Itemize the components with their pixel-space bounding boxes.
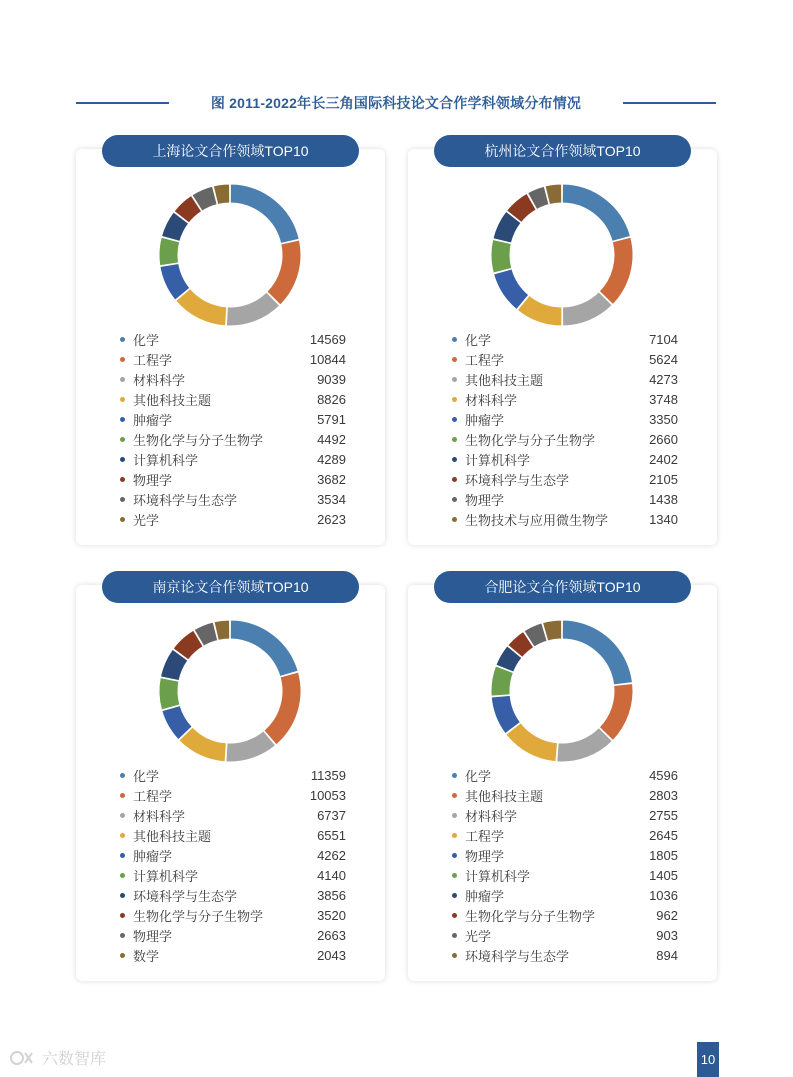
legend-swatch-icon [452, 497, 457, 502]
legend-value: 4289 [317, 451, 346, 467]
legend-swatch-icon [452, 437, 457, 442]
chart-panel-hefei [408, 579, 717, 981]
legend-item [116, 905, 346, 925]
legend-value: 3748 [649, 391, 678, 407]
legend-item [448, 409, 678, 429]
legend-value: 5791 [317, 411, 346, 427]
donut-chart [486, 179, 638, 331]
legend-item [116, 409, 346, 429]
legend-item [116, 765, 346, 785]
legend-value: 2623 [317, 511, 346, 527]
legend-swatch-icon [120, 833, 125, 838]
legend-swatch-icon [120, 517, 125, 522]
legend-label: 其他科技主题 [133, 828, 212, 844]
legend-swatch-icon [452, 933, 457, 938]
legend-swatch-icon [120, 853, 125, 858]
legend-item [448, 389, 678, 409]
legend-value: 2645 [649, 827, 678, 843]
legend-item [448, 885, 678, 905]
legend-value: 4596 [649, 767, 678, 783]
legend-item [448, 825, 678, 845]
chart-title: 上海论文合作领域TOP10 [102, 135, 359, 167]
chart-legend [116, 765, 346, 965]
legend-item [116, 845, 346, 865]
legend-item [116, 389, 346, 409]
title-rule-right [623, 102, 716, 104]
legend-label: 数学 [133, 948, 160, 964]
legend-item [448, 765, 678, 785]
title-rule-left [76, 102, 169, 104]
legend-swatch-icon [120, 357, 125, 362]
legend-swatch-icon [452, 397, 457, 402]
legend-item [448, 329, 678, 349]
legend-label: 计算机科学 [133, 452, 199, 468]
page-title-bar [76, 88, 716, 118]
legend-item [116, 865, 346, 885]
legend-item [116, 509, 346, 529]
legend-item [448, 509, 678, 529]
legend-swatch-icon [452, 377, 457, 382]
legend-item [116, 449, 346, 469]
chart-legend [448, 765, 678, 965]
watermark [10, 1046, 106, 1069]
legend-item [116, 349, 346, 369]
legend-label: 计算机科学 [465, 452, 531, 468]
legend-item [448, 369, 678, 389]
donut-slice [506, 723, 558, 762]
legend-value: 6737 [317, 807, 346, 823]
legend-item [116, 805, 346, 825]
legend-item [116, 489, 346, 509]
chart-panel-nanjing [76, 579, 385, 981]
chart-title: 合肥论文合作领域TOP10 [434, 571, 691, 603]
legend-swatch-icon [452, 477, 457, 482]
chart-title: 南京论文合作领域TOP10 [102, 571, 359, 603]
donut-slice [267, 240, 301, 305]
donut-slice [562, 620, 632, 685]
legend-label: 工程学 [133, 352, 173, 368]
legend-item [448, 449, 678, 469]
legend-swatch-icon [120, 913, 125, 918]
donut-slice [264, 672, 301, 745]
legend-label: 其他科技主题 [133, 392, 212, 408]
legend-swatch-icon [120, 477, 125, 482]
legend-value: 2402 [649, 451, 678, 467]
legend-label: 环境科学与生态学 [133, 492, 238, 508]
legend-value: 1036 [649, 887, 678, 903]
donut-slice [491, 239, 512, 273]
legend-label: 肿瘤学 [133, 412, 173, 428]
legend-swatch-icon [120, 793, 125, 798]
donut-slice [230, 620, 298, 676]
page-title: 图 2011-2022年长三角国际科技论文合作学科领域分布情况 [210, 95, 582, 111]
legend-label: 其他科技主题 [465, 788, 544, 804]
legend-swatch-icon [452, 833, 457, 838]
legend-swatch-icon [452, 457, 457, 462]
legend-label: 化学 [133, 768, 160, 784]
legend-value: 3856 [317, 887, 346, 903]
legend-swatch-icon [452, 417, 457, 422]
legend-swatch-icon [452, 813, 457, 818]
legend-item [116, 369, 346, 389]
donut-slice [176, 289, 227, 326]
legend-swatch-icon [452, 873, 457, 878]
legend-swatch-icon [120, 377, 125, 382]
legend-swatch-icon [120, 497, 125, 502]
legend-value: 1340 [649, 511, 678, 527]
legend-swatch-icon [452, 953, 457, 958]
legend-value: 3534 [317, 491, 346, 507]
donut-chart [486, 615, 638, 767]
donut-slice [230, 184, 299, 243]
legend-value: 903 [656, 927, 678, 943]
legend-value: 4140 [317, 867, 346, 883]
legend-item [116, 825, 346, 845]
chart-panel-shanghai [76, 143, 385, 545]
donut-chart [154, 179, 306, 331]
legend-swatch-icon [452, 893, 457, 898]
legend-value: 9039 [317, 371, 346, 387]
legend-item [116, 945, 346, 965]
legend-value: 1438 [649, 491, 678, 507]
legend-swatch-icon [120, 953, 125, 958]
legend-swatch-icon [452, 357, 457, 362]
legend-label: 物理学 [465, 848, 505, 864]
legend-value: 1405 [649, 867, 678, 883]
legend-swatch-icon [452, 853, 457, 858]
legend-swatch-icon [452, 793, 457, 798]
legend-label: 生物化学与分子生物学 [133, 432, 264, 448]
legend-value: 3350 [649, 411, 678, 427]
legend-value: 5624 [649, 351, 678, 367]
legend-item [116, 469, 346, 489]
legend-label: 化学 [465, 332, 492, 348]
donut-slice [599, 683, 633, 740]
legend-item [116, 925, 346, 945]
legend-value: 3682 [317, 471, 346, 487]
legend-swatch-icon [120, 457, 125, 462]
watermark-logo-icon [10, 1049, 38, 1067]
chart-title: 杭州论文合作领域TOP10 [434, 135, 691, 167]
legend-label: 工程学 [133, 788, 173, 804]
legend-label: 材料科学 [465, 808, 518, 824]
legend-label: 环境科学与生态学 [465, 948, 570, 964]
legend-swatch-icon [452, 337, 457, 342]
legend-value: 14569 [309, 331, 346, 347]
donut-slice [159, 237, 180, 266]
legend-value: 4262 [317, 847, 346, 863]
legend-value: 11359 [310, 767, 346, 783]
legend-item [116, 429, 346, 449]
legend-label: 工程学 [465, 352, 505, 368]
legend-swatch-icon [452, 913, 457, 918]
donut-chart [154, 615, 306, 767]
page-number: 10 [697, 1042, 719, 1077]
donut-slice [226, 292, 279, 326]
legend-label: 生物化学与分子生物学 [133, 908, 264, 924]
legend-value: 4273 [649, 371, 678, 387]
legend-item [448, 489, 678, 509]
legend-item [448, 349, 678, 369]
legend-label: 物理学 [133, 472, 173, 488]
legend-label: 环境科学与生态学 [465, 472, 570, 488]
legend-label: 生物化学与分子生物学 [465, 432, 596, 448]
legend-item [448, 785, 678, 805]
legend-swatch-icon [120, 873, 125, 878]
legend-label: 生物化学与分子生物学 [465, 908, 596, 924]
legend-item [448, 905, 678, 925]
legend-value: 2803 [649, 787, 678, 803]
legend-value: 894 [656, 947, 678, 963]
legend-value: 2663 [317, 927, 346, 943]
legend-item [448, 469, 678, 489]
legend-item [448, 865, 678, 885]
chart-legend [448, 329, 678, 529]
legend-value: 2660 [649, 431, 678, 447]
legend-label: 光学 [133, 512, 160, 528]
legend-item [116, 885, 346, 905]
legend-swatch-icon [120, 397, 125, 402]
donut-slice [562, 184, 630, 241]
legend-swatch-icon [120, 893, 125, 898]
legend-label: 光学 [465, 928, 492, 944]
legend-item [448, 945, 678, 965]
legend-swatch-icon [120, 337, 125, 342]
legend-label: 计算机科学 [465, 868, 531, 884]
donut-slice [159, 678, 180, 710]
legend-swatch-icon [120, 437, 125, 442]
legend-label: 计算机科学 [133, 868, 199, 884]
legend-swatch-icon [120, 933, 125, 938]
legend-value: 3520 [317, 907, 346, 923]
legend-item [448, 805, 678, 825]
legend-label: 工程学 [465, 828, 505, 844]
legend-swatch-icon [120, 773, 125, 778]
watermark-text: 六数智库 [42, 1051, 107, 1068]
legend-value: 6551 [317, 827, 346, 843]
legend-label: 其他科技主题 [465, 372, 544, 388]
legend-value: 2105 [649, 471, 678, 487]
chart-legend [116, 329, 346, 529]
legend-value: 10844 [309, 351, 346, 367]
legend-item [448, 925, 678, 945]
legend-value: 1805 [649, 847, 678, 863]
legend-value: 7104 [649, 331, 678, 347]
legend-label: 化学 [465, 768, 492, 784]
legend-label: 材料科学 [133, 808, 186, 824]
legend-value: 10053 [309, 787, 346, 803]
donut-slice [599, 237, 633, 304]
legend-label: 物理学 [465, 492, 505, 508]
legend-value: 8826 [317, 391, 346, 407]
legend-value: 2755 [649, 807, 678, 823]
legend-label: 生物技术与应用微生物学 [465, 512, 609, 528]
legend-label: 肿瘤学 [465, 888, 505, 904]
legend-value: 2043 [317, 947, 346, 963]
legend-value: 4492 [317, 431, 346, 447]
donut-slice [557, 728, 613, 762]
legend-label: 材料科学 [133, 372, 186, 388]
legend-label: 环境科学与生态学 [133, 888, 238, 904]
legend-item [448, 429, 678, 449]
legend-label: 肿瘤学 [465, 412, 505, 428]
legend-item [448, 845, 678, 865]
chart-panel-hangzhou [408, 143, 717, 545]
legend-item [116, 329, 346, 349]
legend-label: 肿瘤学 [133, 848, 173, 864]
legend-swatch-icon [120, 813, 125, 818]
legend-label: 物理学 [133, 928, 173, 944]
legend-value: 962 [656, 907, 678, 923]
legend-swatch-icon [452, 773, 457, 778]
legend-label: 化学 [133, 332, 160, 348]
legend-swatch-icon [120, 417, 125, 422]
legend-swatch-icon [452, 517, 457, 522]
legend-item [116, 785, 346, 805]
legend-label: 材料科学 [465, 392, 518, 408]
